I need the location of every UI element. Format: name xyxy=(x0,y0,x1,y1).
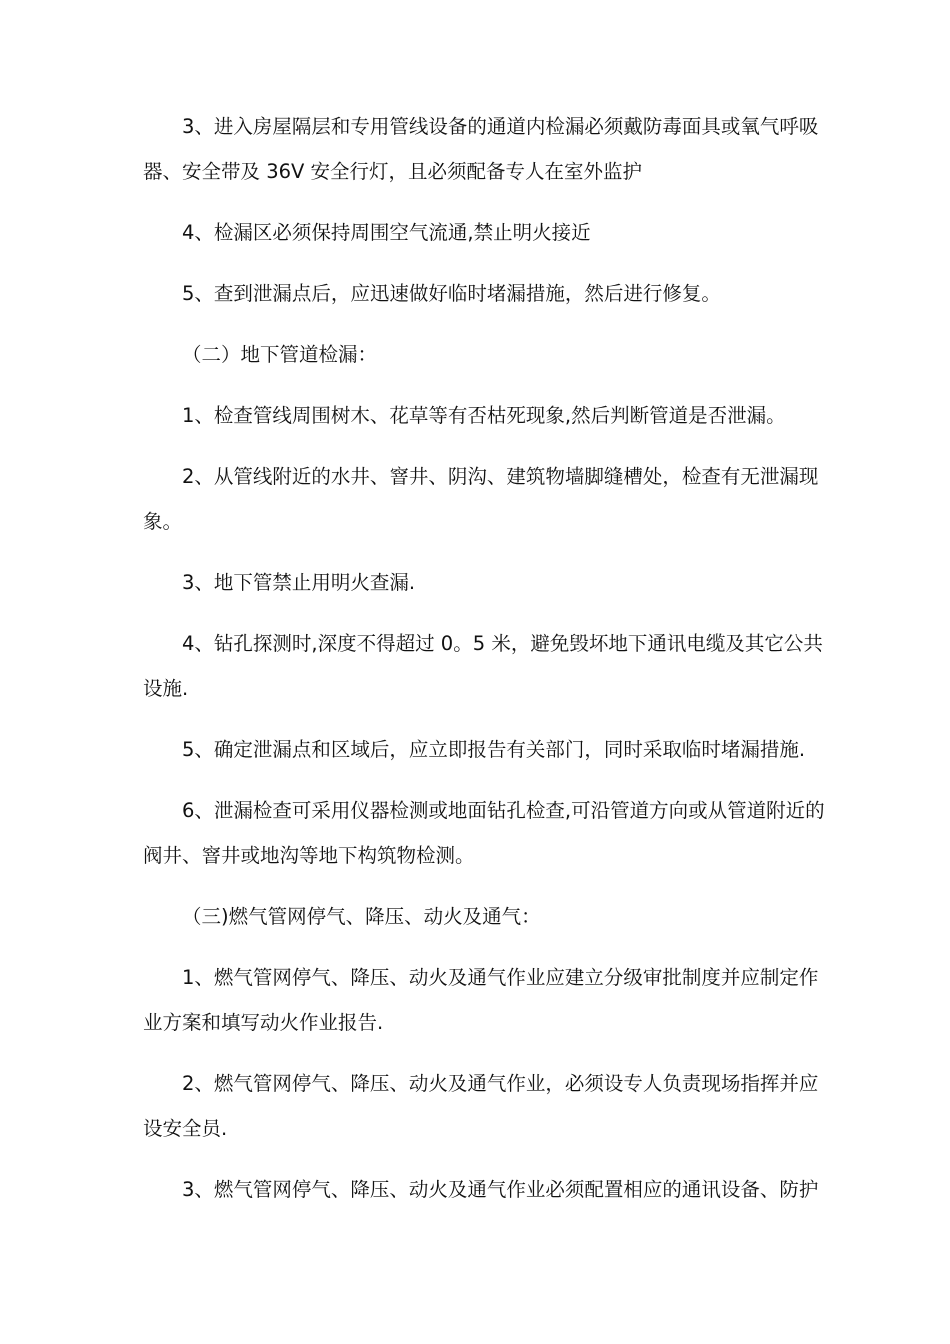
document-body xyxy=(143,104,825,1228)
text-line: 3、地下管禁止用明火查漏. xyxy=(182,571,416,594)
paragraph xyxy=(143,210,808,255)
text-line: 5、确定泄漏点和区域后，应立即报告有关部门，同时采取临时堵漏措施. xyxy=(182,738,806,761)
section-heading xyxy=(143,894,808,939)
text-line: 4、钻孔探测时,深度不得超过 0。5 米，避免毁坏地下通讯电缆及其它公共 xyxy=(182,632,823,655)
text-line: （三)燃气管网停气、降压、动火及通气： xyxy=(182,905,541,928)
text-line: 设施. xyxy=(143,677,189,700)
paragraph xyxy=(143,104,819,194)
text-line: 器、安全带及 36V 安全行灯，且必须配备专人在室外监护 xyxy=(143,160,643,183)
text-line: 3、燃气管网停气、降压、动火及通气作业必须配置相应的通讯设备、防护 xyxy=(182,1178,819,1201)
text-line: 6、泄漏检查可采用仪器检测或地面钻孔检查,可沿管道方向或从管道附近的 xyxy=(182,799,825,822)
text-line: 象。 xyxy=(143,510,183,533)
paragraph xyxy=(143,393,808,438)
text-line: 1、检查管线周围树木、花草等有否枯死现象,然后判断管道是否泄漏。 xyxy=(182,404,786,427)
text-line: 4、检漏区必须保持周围空气流通,禁止明火接近 xyxy=(182,221,591,244)
text-line: 设安全员. xyxy=(143,1117,228,1140)
text-line: 3、进入房屋隔层和专用管线设备的通道内检漏必须戴防毒面具或氧气呼吸 xyxy=(182,115,819,138)
paragraph xyxy=(143,788,825,878)
text-line: （二）地下管道检漏： xyxy=(182,343,378,366)
text-line: 1、燃气管网停气、降压、动火及通气作业应建立分级审批制度并应制定作 xyxy=(182,966,819,989)
text-line: 业方案和填写动火作业报告. xyxy=(143,1011,384,1034)
paragraph xyxy=(143,560,808,605)
paragraph xyxy=(143,955,819,1045)
text-line: 阀井、窨井或地沟等地下构筑物检测。 xyxy=(143,844,475,867)
paragraph xyxy=(143,271,808,316)
text-line: 2、从管线附近的水井、窨井、阴沟、建筑物墙脚缝槽处，检查有无泄漏现 xyxy=(182,465,819,488)
section-heading xyxy=(143,332,808,377)
paragraph xyxy=(143,454,819,544)
text-line: 5、查到泄漏点后，应迅速做好临时堵漏措施，然后进行修复。 xyxy=(182,282,721,305)
paragraph xyxy=(143,1061,819,1151)
paragraph xyxy=(143,621,823,711)
paragraph xyxy=(143,1167,819,1212)
paragraph xyxy=(143,727,808,772)
text-line: 2、燃气管网停气、降压、动火及通气作业，必须设专人负责现场指挥并应 xyxy=(182,1072,819,1095)
